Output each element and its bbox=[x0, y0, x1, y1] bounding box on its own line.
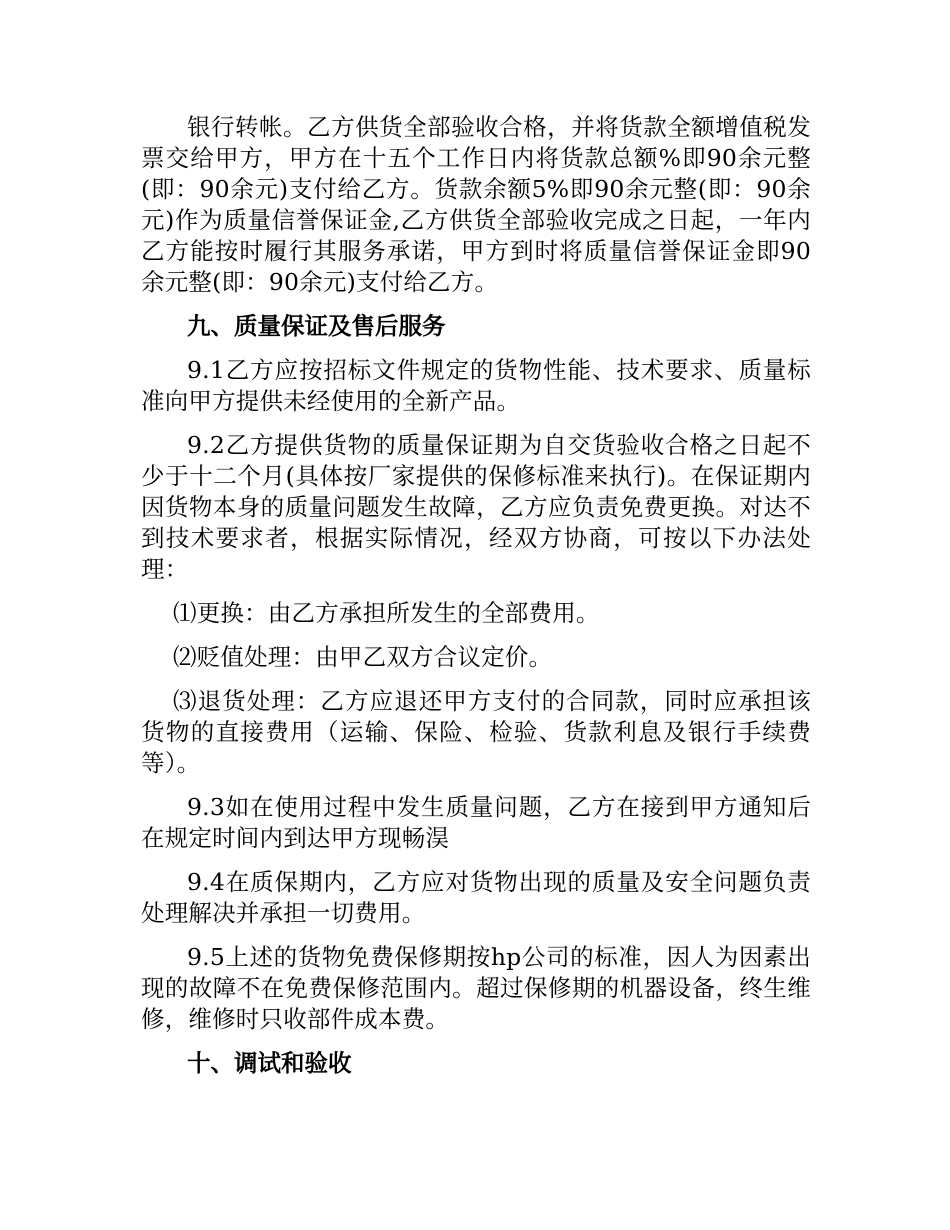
clause-9-5: 9.5上述的货物免费保修期按hp公司的标准，因人为因素出现的故障不在免费保修范围内。超过保修期的机器设备，终生维修，维修时只收部件成本费。 bbox=[141, 943, 811, 1033]
option-return: ⑶退货处理：乙方应退还甲方支付的合同款，同时应承担该货物的直接费用（运输、保险、检验、货款利息及银行手续费等）。 bbox=[141, 687, 811, 777]
clause-9-3: 9.3如在使用过程中发生质量问题，乙方在接到甲方通知后在规定时间内到达甲方现畅淏 bbox=[141, 793, 811, 852]
clause-9-1: 9.1乙方应按招标文件规定的货物性能、技术要求、质量标准向甲方提供未经使用的全新产品。 bbox=[141, 356, 811, 415]
option-depreciation: ⑵贬值处理：由甲乙双方合议定价。 bbox=[173, 643, 553, 671]
clause-9-4: 9.4在质保期内，乙方应对货物出现的质量及安全问题负责处理解决并承担一切费用。 bbox=[141, 868, 811, 927]
section-9-heading: 九、质量保证及售后服务 bbox=[187, 312, 446, 340]
clause-9-2: 9.2乙方提供货物的质量保证期为自交货验收合格之日起不少于十二个月(具体按厂家提供的保修标准来执行)。在保证期内因货物本身的质量问题发生故障，乙方应负责免费更换。对达不到技术要求者，根据实际情况，经双方协商，可按以下办法处理： bbox=[141, 431, 811, 583]
payment-terms-paragraph: 银行转帐。乙方供货全部验收合格，并将货款全额增值税发票交给甲方，甲方在十五个工作日内将货款总额%即90余元整(即：90余元)支付给乙方。货款余额5%即90余元整(即：90余元)作为质量信誉保证金,乙方供货全部验收完成之日起，一年内乙方能按时履行其服务承诺，甲方到时将质量信誉保证金即90余元整(即：90余元)支付给乙方。 bbox=[141, 113, 811, 296]
document-page bbox=[141, 112, 811, 1092]
option-replace: ⑴更换：由乙方承担所发生的全部费用。 bbox=[173, 599, 600, 627]
section-10-heading: 十、调试和验收 bbox=[187, 1049, 352, 1077]
